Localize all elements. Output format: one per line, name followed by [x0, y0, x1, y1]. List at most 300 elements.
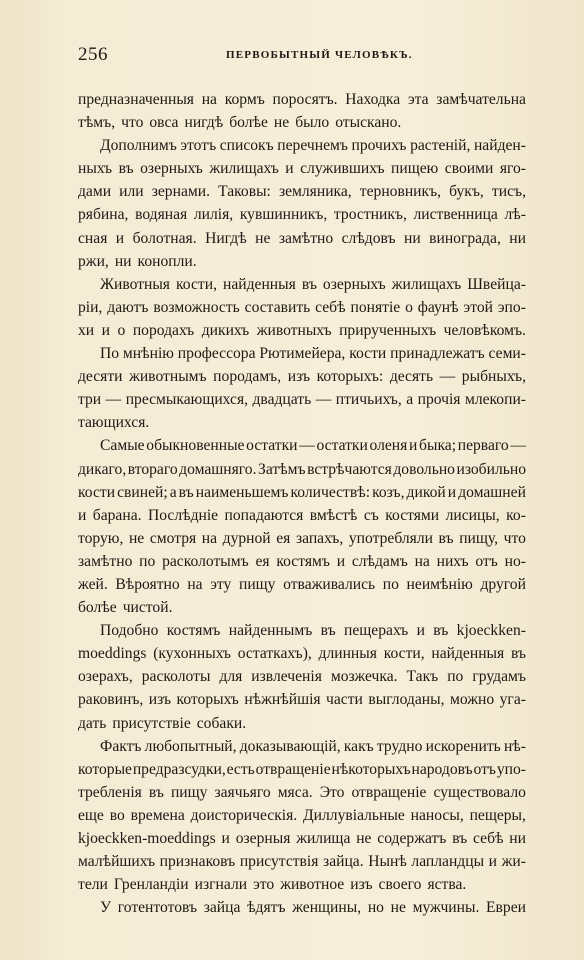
- word: болѣе: [229, 114, 268, 132]
- word: kjoeckken-moeddings: [78, 830, 216, 847]
- word: въ: [118, 160, 134, 178]
- word: moeddings: [78, 645, 147, 663]
- word: породахъ: [132, 321, 195, 339]
- text-line: [78, 342, 526, 365]
- word: дикой: [406, 483, 446, 501]
- text-line: [78, 319, 526, 342]
- word: ржи,: [78, 252, 109, 270]
- word: въ: [178, 483, 194, 501]
- word: Затѣмъ: [258, 460, 306, 478]
- word: пресмыкающихся,: [125, 391, 249, 409]
- word: требленія: [78, 783, 142, 801]
- word: содержатъ: [377, 830, 447, 847]
- word: и: [416, 622, 425, 640]
- word: изъ: [350, 876, 373, 894]
- word: мяса.: [277, 783, 313, 801]
- word: профессора: [177, 345, 256, 363]
- word: которые: [78, 760, 132, 778]
- word: а: [169, 483, 177, 501]
- word: по: [382, 575, 399, 593]
- word: собаки.: [196, 714, 247, 732]
- word: быка;: [419, 437, 457, 455]
- text-line: [78, 781, 526, 804]
- word: Самые: [100, 437, 145, 455]
- word: что: [121, 114, 144, 132]
- word: о: [405, 298, 413, 316]
- word: ни: [509, 229, 526, 247]
- word: количествѣ:: [290, 483, 371, 501]
- word: на: [201, 529, 218, 547]
- word: дикаго,: [78, 460, 127, 478]
- word: въ: [510, 645, 526, 663]
- word: дами: [78, 183, 112, 201]
- word: во: [109, 806, 125, 824]
- word: зайца.: [323, 853, 364, 871]
- word: тающихся.: [78, 414, 150, 432]
- word: что: [503, 529, 526, 547]
- word: этотъ: [180, 137, 217, 155]
- word: поросятъ.: [272, 91, 338, 108]
- word: смотря: [149, 529, 197, 547]
- word: ея: [255, 552, 270, 570]
- word: пищу,: [459, 529, 499, 547]
- word: пищу: [238, 575, 276, 593]
- word: и: [336, 552, 346, 570]
- word: kjoeckken-: [456, 622, 526, 640]
- word: списокъ: [219, 137, 274, 155]
- word: —: [105, 391, 122, 409]
- word: водяная: [135, 206, 188, 224]
- word: остатки: [316, 437, 368, 455]
- text-line: [78, 411, 526, 434]
- text-line: [78, 896, 526, 919]
- word: замѣтно: [78, 552, 133, 570]
- word: —: [510, 437, 526, 455]
- word: барана.: [92, 506, 142, 524]
- word: отъ: [475, 552, 498, 570]
- word: птичьихъ,: [335, 391, 402, 409]
- word: предразсудки,: [132, 760, 226, 778]
- word: части: [326, 691, 363, 709]
- word: изъ: [148, 691, 172, 709]
- word: можно: [449, 691, 495, 709]
- word: прирученныхъ: [339, 321, 437, 339]
- word: Подобно: [100, 622, 159, 640]
- word: земляника,: [278, 183, 352, 201]
- text-line: [78, 504, 526, 527]
- word: отыскано.: [335, 114, 402, 132]
- word: Находка: [345, 91, 401, 108]
- word: яго-: [499, 160, 526, 178]
- word: въ: [438, 529, 454, 547]
- word: на: [414, 552, 430, 570]
- word: найденнымъ: [228, 622, 313, 640]
- word: Рютимейера,: [259, 345, 346, 363]
- text-line: [78, 434, 526, 457]
- word: найденныя: [223, 275, 296, 293]
- word: изгнали: [194, 876, 248, 894]
- word: ныхъ: [78, 160, 113, 178]
- word: Швейца-: [467, 275, 526, 293]
- word: было: [295, 114, 330, 132]
- word: животнымъ: [129, 368, 207, 386]
- word: предназначенныя: [78, 91, 194, 108]
- word: о: [117, 321, 126, 339]
- word: винограда,: [429, 229, 501, 247]
- word: лѣ-: [504, 206, 526, 224]
- word: жей.: [78, 575, 108, 593]
- word: болѣе: [78, 599, 117, 617]
- word: озерныхъ: [140, 160, 203, 178]
- word: ріи,: [78, 298, 103, 316]
- word: жилища: [296, 830, 351, 847]
- word: —: [299, 437, 315, 455]
- word: втораго: [127, 460, 178, 478]
- word: чистой.: [122, 599, 173, 617]
- word: и: [101, 321, 111, 339]
- word: себѣ: [473, 830, 504, 847]
- text-line: [78, 642, 526, 665]
- word: другой: [480, 575, 526, 593]
- word: нѣжнѣйшія: [244, 691, 321, 709]
- word: любопытный,: [144, 737, 237, 755]
- word: изобильно: [456, 460, 526, 478]
- word: Диллувіальные: [303, 806, 405, 824]
- word: Такъ: [406, 668, 439, 686]
- word: нѣ-: [503, 737, 526, 755]
- word: зайца: [203, 899, 241, 917]
- word: кормъ: [224, 91, 265, 108]
- text-line: [78, 804, 526, 827]
- word: присутствіе: [112, 714, 191, 732]
- word: на: [187, 575, 203, 593]
- word: жилищахъ: [391, 275, 462, 293]
- word: своими: [444, 160, 494, 178]
- word: наносы,: [410, 806, 464, 824]
- word: и: [409, 437, 418, 455]
- word: доказывающій,: [239, 737, 341, 755]
- word: служившихъ: [300, 160, 385, 178]
- word: Это: [319, 783, 345, 801]
- word: отвращеніе: [255, 760, 331, 778]
- word: перечнемъ: [277, 137, 348, 155]
- word: найден-: [473, 137, 526, 155]
- word: которыхъ: [176, 691, 239, 709]
- text-line: [78, 665, 526, 688]
- word: присутствія: [239, 853, 319, 871]
- word: ѣдятъ: [247, 899, 286, 917]
- word: и: [285, 160, 294, 178]
- text-line: [78, 458, 526, 481]
- word: нѣкоторыхъ: [331, 760, 411, 778]
- text-line: [78, 296, 526, 319]
- text-line: [78, 550, 526, 573]
- word: остаткахъ),: [237, 645, 312, 663]
- word: хи: [78, 321, 95, 339]
- text-line: [78, 735, 526, 758]
- word: перваго: [457, 437, 509, 455]
- word: довольно: [393, 460, 455, 478]
- word: не: [356, 830, 372, 847]
- word: не: [255, 229, 271, 247]
- text-line: [78, 619, 526, 642]
- word: даютъ: [107, 298, 149, 316]
- word: отвращеніе: [351, 783, 427, 801]
- word: отваживались: [283, 575, 376, 593]
- word: домашней: [458, 483, 526, 501]
- word: заячьяго: [214, 783, 271, 801]
- word: ни: [509, 830, 526, 847]
- word: конопли.: [137, 252, 197, 270]
- word: уга-: [499, 691, 526, 709]
- word: семи-: [488, 345, 526, 363]
- word: мужчины.: [412, 899, 480, 917]
- word: слѣдамъ: [351, 552, 408, 570]
- word: десяти: [78, 368, 123, 386]
- word: яства.: [427, 876, 467, 894]
- word: дикихъ: [201, 321, 250, 339]
- word: нигдѣ: [184, 114, 224, 132]
- word: овса: [149, 114, 179, 132]
- word: Евреи: [486, 899, 526, 917]
- word: расколоты: [141, 668, 211, 686]
- word: Дополнимъ: [100, 137, 177, 155]
- word: женщины,: [292, 899, 362, 917]
- text-line: [78, 688, 526, 711]
- word: фаунѣ: [417, 298, 459, 316]
- word: еще: [78, 806, 104, 824]
- text-line: [78, 873, 526, 896]
- word: эту: [210, 575, 232, 593]
- word: десять: [389, 368, 434, 386]
- word: ея: [276, 529, 291, 547]
- word: Нынѣ: [368, 853, 407, 871]
- word: и: [447, 483, 457, 501]
- word: и: [221, 830, 230, 847]
- word: растеній,: [410, 137, 471, 155]
- word: ни: [114, 252, 132, 270]
- word: пещерахъ: [344, 622, 409, 640]
- page-number: 256: [78, 44, 108, 65]
- word: дать: [78, 714, 107, 732]
- word: принадлежатъ: [390, 345, 485, 363]
- word: костямъ: [276, 552, 330, 570]
- word: замѣчательна: [436, 91, 526, 108]
- word: озерахъ,: [78, 668, 133, 686]
- word: грудамъ: [472, 668, 526, 686]
- word: а: [406, 391, 414, 409]
- word: и: [115, 229, 125, 247]
- word: какъ: [343, 737, 374, 755]
- word: человѣкомъ.: [443, 321, 526, 339]
- word: лилія,: [193, 206, 234, 224]
- word: ко-: [506, 506, 526, 524]
- word: дурной: [222, 529, 271, 547]
- word: тисъ,: [491, 183, 526, 201]
- text-line: [78, 157, 526, 180]
- word: тели: [78, 876, 108, 894]
- word: не: [273, 114, 290, 132]
- word: торую,: [78, 529, 124, 547]
- word: животное: [280, 876, 345, 894]
- word: въ: [148, 783, 164, 801]
- word: прочія: [417, 391, 461, 409]
- text-line: [78, 111, 526, 134]
- text-line: [78, 596, 526, 619]
- word: и: [78, 506, 87, 524]
- word: въ: [433, 622, 449, 640]
- word: на: [201, 91, 217, 108]
- word: не: [128, 529, 145, 547]
- word: озерныхъ: [322, 275, 386, 293]
- word: раковинъ,: [78, 691, 144, 709]
- word: свиней;: [117, 483, 168, 501]
- word: костямъ: [166, 622, 221, 640]
- text-line: [78, 134, 526, 157]
- word: готентотовъ: [117, 899, 198, 917]
- word: Нигдѣ: [205, 229, 247, 247]
- word: Гренландіи: [113, 876, 189, 894]
- word: запахъ,: [295, 529, 344, 547]
- word: наименьшемъ: [195, 483, 289, 501]
- word: понятіе: [350, 298, 401, 316]
- word: себѣ: [315, 298, 346, 316]
- word: Вѣроятно: [115, 575, 180, 593]
- word: но-: [504, 552, 526, 570]
- word: которыхъ:: [316, 368, 384, 386]
- word: млекопи-: [464, 391, 526, 409]
- word: жи-: [501, 853, 526, 871]
- word: есть: [226, 760, 255, 778]
- word: Таковы:: [218, 183, 271, 201]
- text-line: [78, 180, 526, 203]
- text-line: [78, 712, 526, 735]
- word: лисицы,: [445, 506, 500, 524]
- word: кости: [78, 483, 116, 501]
- word: слѣдовъ: [341, 229, 396, 247]
- word: изъ: [287, 368, 311, 386]
- word: съ: [363, 506, 379, 524]
- word: признаковъ: [159, 853, 236, 871]
- word: рыбныхъ,: [461, 368, 526, 386]
- word: тѣмъ,: [78, 114, 116, 132]
- word: сная: [78, 229, 108, 247]
- word: козъ,: [372, 483, 405, 501]
- word: костями: [385, 506, 440, 524]
- word: пещеры,: [469, 806, 526, 824]
- word: замѣтно: [278, 229, 334, 247]
- word: лиственница: [413, 206, 498, 224]
- word: найденныя: [431, 645, 505, 663]
- word: мозжечка.: [330, 668, 398, 686]
- word: пищею: [391, 160, 439, 178]
- word: —: [439, 368, 456, 386]
- word: упо-: [496, 760, 526, 778]
- word: оленя: [369, 437, 408, 455]
- word: Послѣдніе: [147, 506, 219, 524]
- word: породамъ,: [213, 368, 282, 386]
- word: существовало: [433, 783, 526, 801]
- word: расколотымъ: [162, 552, 249, 570]
- word: искоренить: [425, 737, 501, 755]
- word: но: [367, 899, 384, 917]
- word: не: [390, 899, 406, 917]
- word: ни: [404, 229, 421, 247]
- word: кости,: [176, 275, 217, 293]
- word: въ: [320, 622, 336, 640]
- word: терновникъ,: [359, 183, 442, 201]
- word: (кухонныхъ: [153, 645, 231, 663]
- word: тростникъ,: [333, 206, 407, 224]
- running-title: ПЕРВОБЫТНЫЙ ЧЕЛОВѢКЪ.: [226, 49, 413, 61]
- word: вмѣстѣ: [309, 506, 358, 524]
- word: извлеченія: [251, 668, 322, 686]
- word: лапландцы: [411, 853, 485, 871]
- text-line: [78, 827, 526, 850]
- word: попадаются: [224, 506, 304, 524]
- word: зернами.: [151, 183, 210, 201]
- word: домашняго.: [179, 460, 257, 478]
- text-line: [78, 481, 526, 504]
- word: животныхъ: [256, 321, 332, 339]
- word: три: [78, 391, 102, 409]
- word: неимѣнію: [406, 575, 473, 593]
- text-line: [78, 758, 526, 781]
- word: встрѣчаются: [307, 460, 392, 478]
- word: кости,: [383, 645, 425, 663]
- word: прочихъ: [351, 137, 407, 155]
- page-header: [78, 44, 526, 68]
- word: —: [315, 391, 332, 409]
- word: выглоданы,: [368, 691, 445, 709]
- text-line: [78, 527, 526, 550]
- word: народовъ: [411, 760, 473, 778]
- word: букъ,: [449, 183, 484, 201]
- word: для: [219, 668, 243, 686]
- word: и: [488, 853, 498, 871]
- text-line: [78, 203, 526, 226]
- word: это: [253, 876, 275, 894]
- word: отъ: [473, 760, 496, 778]
- body-text: [78, 88, 526, 919]
- word: по: [447, 668, 464, 686]
- word: болотная.: [132, 229, 197, 247]
- word: кости: [349, 345, 387, 363]
- text-line: [78, 250, 526, 273]
- word: Фактъ: [100, 737, 142, 755]
- text-line: [78, 227, 526, 250]
- text-line: [78, 573, 526, 596]
- word: эпо-: [497, 298, 526, 316]
- text-line: [78, 850, 526, 873]
- word: возможность: [153, 298, 240, 316]
- word: озерныя: [235, 830, 291, 847]
- word: своего: [378, 876, 422, 894]
- word: эта: [407, 91, 429, 108]
- word: кувшинникъ,: [239, 206, 328, 224]
- word: длинныя: [318, 645, 377, 663]
- word: въ: [301, 275, 317, 293]
- text-line: [78, 273, 526, 296]
- word: жилищахъ: [209, 160, 279, 178]
- word: времена: [130, 806, 185, 824]
- word: двадцать: [252, 391, 312, 409]
- word: составить: [244, 298, 311, 316]
- word: рябина,: [78, 206, 129, 224]
- word: трудно: [376, 737, 423, 755]
- word: или: [119, 183, 144, 201]
- text-line: [78, 388, 526, 411]
